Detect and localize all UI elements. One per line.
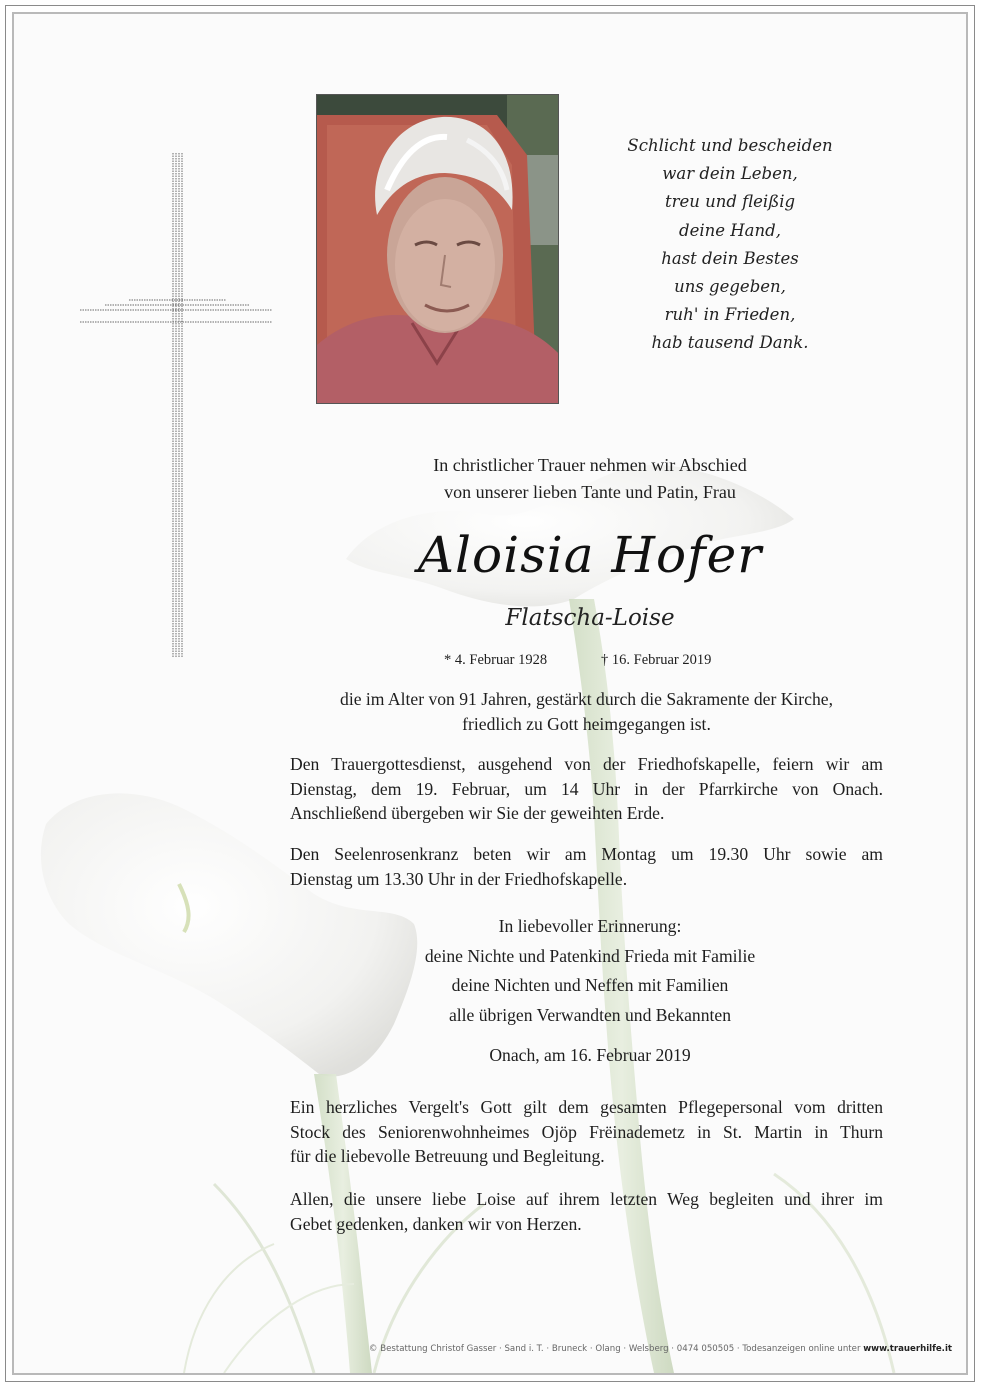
place-date: Onach, am 16. Februar 2019	[489, 1045, 691, 1065]
life-dates	[380, 648, 800, 672]
footer	[288, 1342, 952, 1356]
footer-link[interactable]: www.trauerhilfe.it	[863, 1344, 952, 1354]
cross-icon	[0, 0, 300, 700]
poem	[600, 132, 860, 358]
paragraph-funeral	[290, 752, 883, 826]
intro-line: In christlicher Trauer nehmen wir Abschied	[433, 455, 747, 475]
poem-line: hab tausend Dank.	[651, 333, 809, 353]
mourner-line: deine Nichten und Neffen mit Familien	[451, 975, 729, 995]
paragraph-line: für die liebevolle Betreuung und Begleitung.	[290, 1146, 605, 1167]
poem-line: deine Hand,	[679, 220, 781, 240]
birth-date: * 4. Februar 1928	[444, 652, 548, 668]
footer-text: © Bestattung Christof Gasser · Sand i. T. · Bruneck · Olang · Welsberg · 0474 050505 · Todesanzeigen online unter	[368, 1344, 861, 1354]
paragraph-line: Den Seelenrosenkranz beten wir am Montag um 19.30 Uhr sowie am	[290, 844, 883, 864]
mourners-list	[300, 912, 880, 1030]
paragraph-rosary	[290, 842, 883, 891]
paragraph-passing	[290, 687, 883, 736]
paragraph-line: Gebet gedenken, danken wir von Herzen.	[290, 1213, 582, 1234]
paragraph-line: die im Alter von 91 Jahren, gestärkt durch die Sakramente der Kirche,	[340, 689, 833, 709]
paragraph-line: Allen, die unsere liebe Loise auf ihrem letzten Weg begleiten und ihrer im	[290, 1189, 883, 1209]
paragraph-line: friedlich zu Gott heimgegangen ist.	[462, 713, 711, 734]
deceased-nickname: Flatscha-Loise	[505, 605, 675, 631]
mourner-line: deine Nichte und Patenkind Frieda mit Familie	[424, 945, 756, 966]
mourner-line: alle übrigen Verwandten und Bekannten	[448, 1004, 732, 1025]
paragraph-line: Den Trauergottesdienst, ausgehend von der Friedhofskapelle, feiern wir am	[290, 754, 883, 774]
paragraph-line: Stock des Seniorenwohnheimes Ojöp Frëinademetz in St. Martin in Thurn	[290, 1121, 883, 1142]
death-date: † 16. Februar 2019	[601, 652, 712, 668]
poem-line: war dein Leben,	[662, 164, 798, 184]
paragraph-line: Dienstag, dem 19. Februar, um 14 Uhr in der Pfarrkirche von Onach.	[290, 778, 883, 799]
intro-text	[300, 452, 880, 506]
poem-line: uns gegeben,	[674, 277, 786, 297]
poem-line: Schlicht und bescheiden	[627, 136, 833, 155]
paragraph-thanks-all	[290, 1187, 883, 1236]
poem-line: treu und fleißig	[664, 192, 796, 212]
paragraph-line: Anschließend übergeben wir Sie der geweihten Erde.	[290, 803, 665, 824]
poem-line: ruh' in Frieden,	[664, 305, 796, 325]
poem-line: hast dein Bestes	[661, 248, 799, 268]
paragraph-line: Dienstag um 13.30 Uhr in der Friedhofskapelle.	[290, 868, 628, 889]
portrait-photo	[316, 94, 559, 404]
paragraph-line: Ein herzliches Vergelt's Gott gilt dem gesamten Pflegepersonal vom dritten	[290, 1097, 883, 1117]
mourners-heading: In liebevoller Erinnerung:	[498, 916, 682, 936]
intro-line: von unserer lieben Tante und Patin, Frau	[444, 482, 736, 502]
deceased-name: Aloisia Hofer	[417, 526, 763, 584]
paragraph-thanks-staff	[290, 1095, 883, 1169]
